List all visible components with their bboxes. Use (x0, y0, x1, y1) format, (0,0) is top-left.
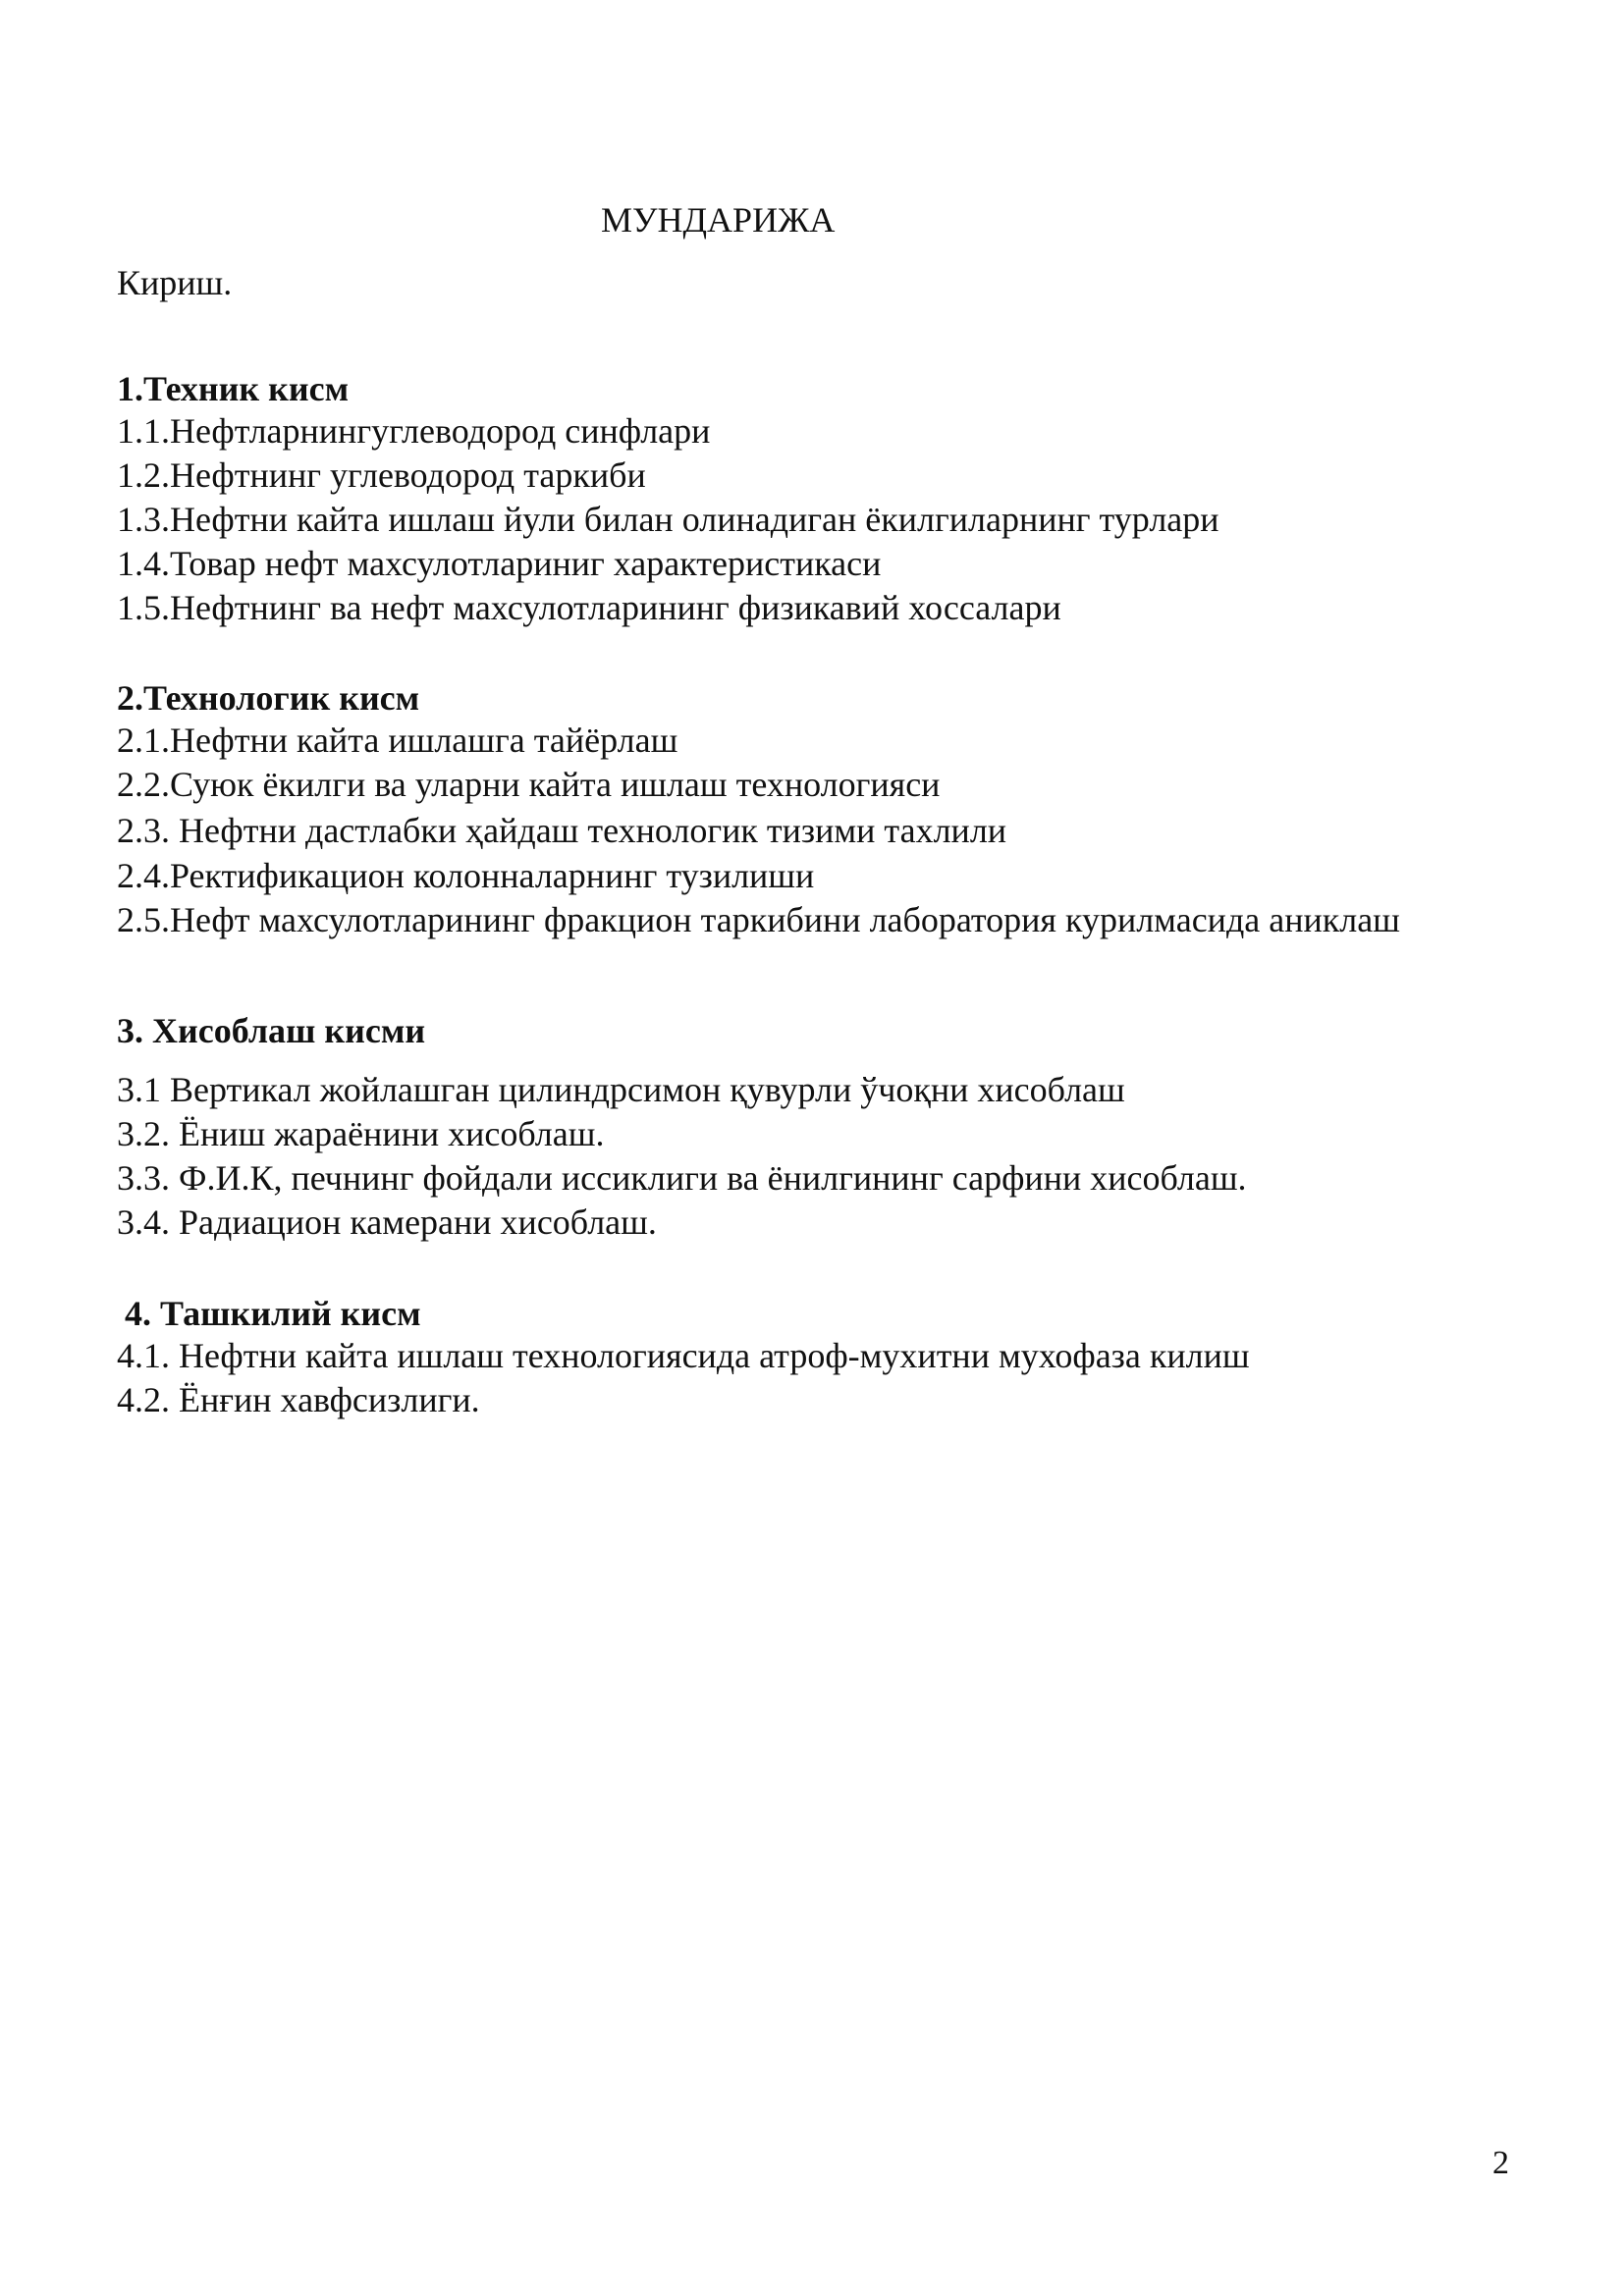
toc-title: МУНДАРИЖА (601, 200, 836, 240)
toc-entry: 1.1.Нефтларнингуглеводород синфлари (117, 411, 711, 451)
section-heading: 2.Технологик кисм (117, 678, 420, 718)
toc-entry: 3.4. Радиацион камерани хисоблаш. (117, 1202, 657, 1242)
page-number: 2 (1492, 2145, 1509, 2181)
toc-section-technical (117, 365, 1570, 630)
section-heading: 3. Хисоблаш кисми (117, 1011, 426, 1050)
toc-entry: 2.3. Нефтни дастлабки ҳайдаш технологик тизими тахлили (117, 811, 1007, 850)
toc-entry: 3.1 Вертикал жойлашган цилиндрсимон қувурли ўчоқни хисоблаш (117, 1070, 1125, 1109)
toc-entry: 4.2. Ёнғин хавфсизлиги. (117, 1380, 480, 1419)
toc-intro-entry: Кириш. (117, 263, 233, 302)
toc-entry: 1.2.Нефтнинг углеводород таркиби (117, 455, 646, 495)
toc-entry: 1.3.Нефтни кайта ишлаш йули билан олинадиган ёкилгиларнинг турлари (117, 500, 1219, 539)
toc-entry: 3.3. Ф.И.К, печнинг фойдали иссиклиги ва ёнилгининг сарфини хисоблаш. (117, 1158, 1247, 1198)
toc-entry: 1.4.Товар нефт махсулотлариниг характеристикаси (117, 544, 882, 583)
toc-section-calculation (117, 1007, 1570, 1245)
toc-entry: 2.2.Суюк ёкилги ва уларни кайта ишлаш технологияси (117, 765, 941, 804)
toc-entry: 4.1. Нефтни кайта ишлаш технологиясида атроф-мухитни мухофаза килиш (117, 1336, 1250, 1375)
section-heading: 4. Ташкилий кисм (125, 1294, 421, 1333)
toc-entry: 3.2. Ёниш жараёнини хисоблаш. (117, 1114, 605, 1153)
toc-section-organizational (117, 1290, 1570, 1422)
toc-entry: 2.4.Ректификацион колонналарнинг тузилиши (117, 856, 815, 895)
toc-entry: 1.5.Нефтнинг ва нефт махсулотларининг физикавий хоссалари (117, 588, 1061, 627)
toc-section-technological (117, 674, 1570, 942)
toc-entry: 2.1.Нефтни кайта ишлашга тайёрлаш (117, 721, 678, 760)
section-heading: 1.Техник кисм (117, 369, 350, 408)
toc-entry: 2.5.Нефт махсулотларининг фракцион таркибини лаборатория курилмасида аниклаш (117, 900, 1400, 939)
